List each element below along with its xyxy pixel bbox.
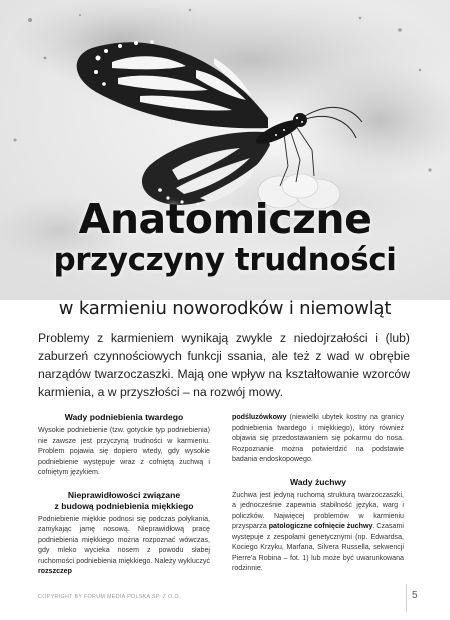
article-title-line2: przyczyny trudności — [53, 242, 397, 278]
section-heading-soft-palate — [38, 490, 210, 512]
lead-paragraph: Problemy z karmieniem wynikają zwykle z niedojrzałości i (lub) zaburzeń czynnościowych funkcji ssania, ale też z wad w obrębie narządów twarzoczaszki. Mają one wpływ na kształtowanie wzorców karmienia, a w przyszłości – na rozwój mowy. — [38, 331, 410, 399]
paragraph-submucous — [232, 412, 404, 465]
article-subtitle: w karmieniu noworodków i niemowląt — [58, 298, 392, 319]
article-title: Anatomiczne — [78, 195, 372, 243]
page-number: 5 — [412, 590, 418, 601]
copyright-notice: COPYRIGHT BY FORUM MEDIA POLSKA SP. Z O.O. — [38, 594, 181, 600]
right-column — [232, 412, 404, 578]
title-block — [0, 196, 450, 278]
paragraph-submucous-text: (niewielki ubytek kostny na granicy podniebienia twardego i miękkiego), który również objawia się przedostawaniem się pokarmu do nosa. Rozpoznanie można potwierdzić na podstawie badania endoskopowego. — [232, 413, 404, 463]
paragraph-soft-palate-bold: rozszczep — [38, 567, 72, 575]
paragraph-mandible-bold: patologiczne cofnięcie żuchwy — [268, 522, 373, 530]
section-heading-mandible: Wady żuchwy — [289, 476, 347, 487]
section-heading-soft-palate-line2: z budową podniebienia miękkiego — [54, 500, 194, 511]
paragraph-mandible-text: Żuchwa jest jedyną ruchomą strukturą twarzoczaszki, a jednocześnie zapewnia stabilność języka, warg i policzków. Najwięcej problemów w karmieniu przysparza — [232, 490, 404, 530]
paragraph-soft-palate — [38, 514, 210, 577]
section-heading-soft-palate-line1: Nieprawidłowości związane — [67, 489, 181, 500]
footer-divider — [406, 584, 407, 612]
paragraph-soft-palate-text: Podniebienie miękkie podnosi się podczas połykania, zamykając jamę nosową. Nieprawidłową pracę podniebienia miękkiego można rozpoznać wówczas, gdy mleko wycieka nosem z powodu słabej ruchomości podniebienia miękkiego. Należy wykluczyć — [38, 514, 210, 565]
paragraph-mandible-rest: . Czasami występuje z zespołami genetycznymi (np. Edwardsa, Kociego Krzyku, Marfana, Silvera Russella, sekwencji Pierre'a Robina – fot. 1) lub może być uwarunkowana rodzinnie. — [232, 522, 404, 572]
left-column — [38, 412, 210, 581]
section-heading-hard-palate: Wady podniebienia twardego — [64, 412, 184, 422]
paragraph-submucous-bold: podśluzówkowy — [232, 413, 287, 421]
paragraph-hard-palate: Wysokie podniebienie (tzw. gotyckie typ podniebienia) nie zawsze jest przyczyną trudności w karmieniu. Problem pojawia się dopiero wtedy, gdy wysokie podniebienie występuje wraz z cofniętą żuchwą i cofniętym językiem. — [38, 426, 210, 476]
paragraph-mandible — [232, 490, 404, 574]
